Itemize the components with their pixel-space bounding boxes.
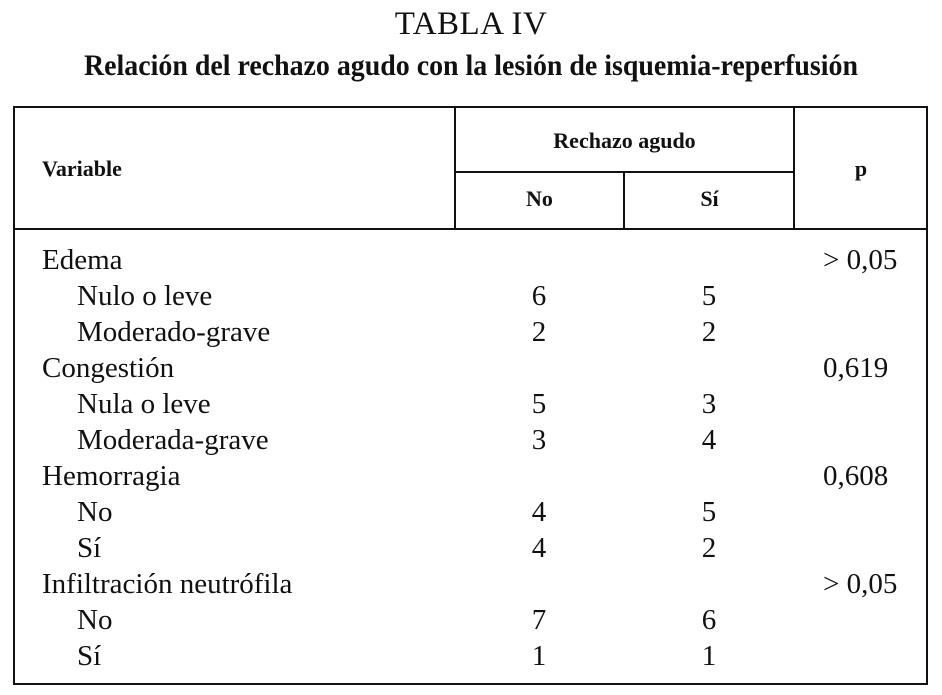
table-title: TABLA IV xyxy=(394,6,548,42)
row-si: 6 xyxy=(701,604,717,636)
row-si: 5 xyxy=(701,280,717,312)
row-label: Nula o leve xyxy=(77,388,211,420)
row-no: 4 xyxy=(531,496,547,528)
row-no: 3 xyxy=(531,424,547,456)
row-label: Congestión xyxy=(42,352,175,384)
header-variable: Variable xyxy=(42,156,122,181)
header-no: No xyxy=(526,186,553,211)
row-no: 7 xyxy=(531,604,547,636)
row-si: 4 xyxy=(701,424,717,456)
row-si: 5 xyxy=(701,496,717,528)
row-label: No xyxy=(77,604,113,636)
row-p: 0,619 xyxy=(823,352,889,384)
row-p: > 0,05 xyxy=(823,568,898,600)
row-si: 1 xyxy=(701,640,717,672)
row-no: 6 xyxy=(531,280,547,312)
row-no: 2 xyxy=(531,316,547,348)
table-subtitle: Relación del rechazo agudo con la lesión de isquemia-reperfusión xyxy=(84,49,858,82)
row-label: Hemorragia xyxy=(42,460,181,492)
row-label: Moderado-grave xyxy=(77,316,271,348)
row-label: Nulo o leve xyxy=(77,280,213,312)
row-label: Infiltración neutrófila xyxy=(42,568,293,600)
row-label: Moderada-grave xyxy=(77,424,269,456)
row-label: Sí xyxy=(77,532,102,564)
row-no: 1 xyxy=(531,640,547,672)
header-rechazo-agudo: Rechazo agudo xyxy=(553,128,696,153)
header-p: p xyxy=(854,156,868,181)
row-si: 2 xyxy=(701,532,717,564)
row-label: Sí xyxy=(77,640,102,672)
row-si: 2 xyxy=(701,316,717,348)
row-no: 4 xyxy=(531,532,547,564)
row-p: 0,608 xyxy=(823,460,889,492)
row-p: > 0,05 xyxy=(823,244,898,276)
row-si: 3 xyxy=(701,388,717,420)
row-no: 5 xyxy=(531,388,547,420)
header-bottom-rule xyxy=(14,228,927,230)
header-si: Sí xyxy=(700,186,719,211)
row-label: Edema xyxy=(42,244,123,276)
row-label: No xyxy=(77,496,113,528)
